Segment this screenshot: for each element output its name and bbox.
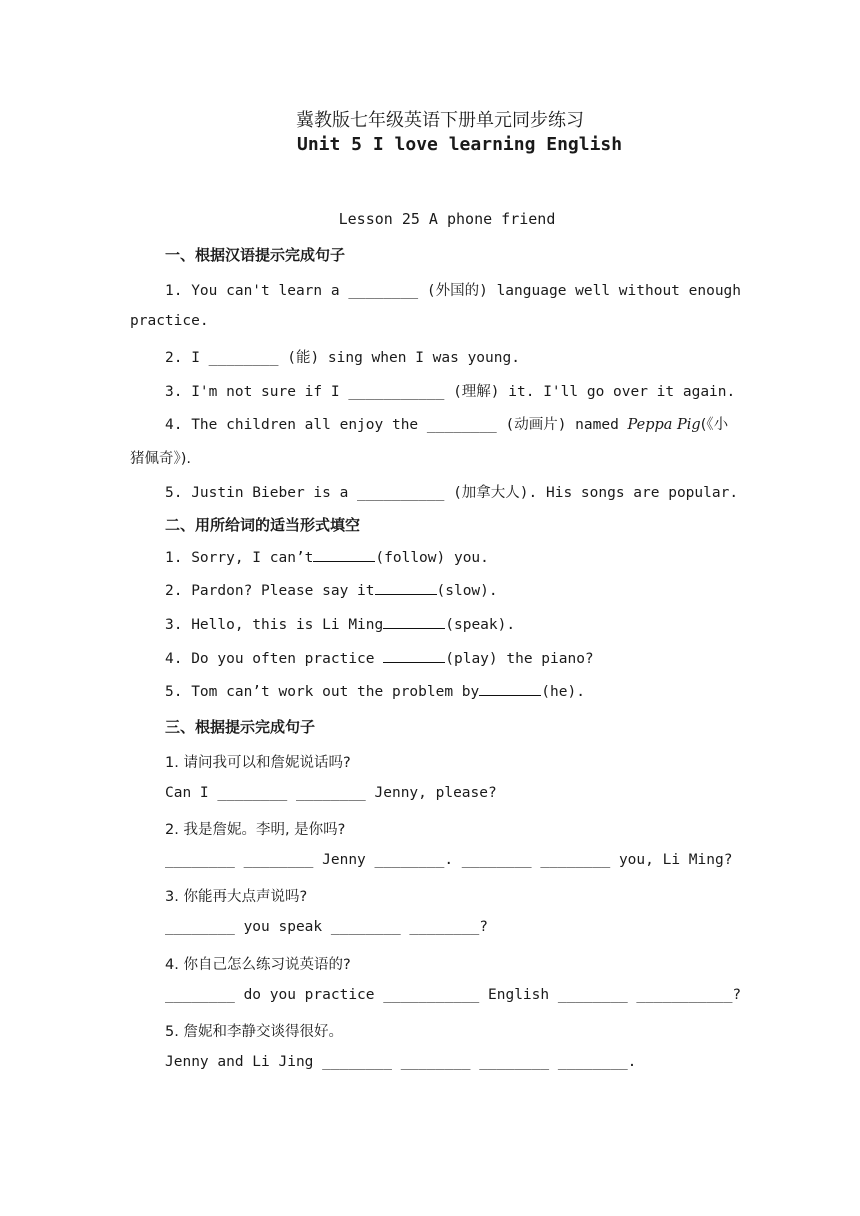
- section-3-heading: 三、根据提示完成句子: [165, 718, 316, 736]
- s1-question-1-line-2: practice.: [130, 313, 209, 329]
- s2-q4-post: (play) the piano?: [445, 651, 594, 667]
- s2-q5-pre: 5. Tom can’t work out the problem by: [165, 684, 480, 700]
- s2-q1-pre: 1. Sorry, I can’t: [165, 550, 314, 566]
- s3-question-2-english: ________ ________ Jenny ________. ________ ________ you, Li Ming?: [165, 852, 733, 868]
- s2-question-4: [165, 650, 594, 667]
- s1-question-1-line-1: 1. You can't learn a ________ (外国的) language well without enough: [165, 283, 742, 299]
- section-1-heading: 一、根据汉语提示完成句子: [165, 246, 346, 264]
- s3-question-1-english: Can I ________ ________ Jenny, please?: [165, 785, 497, 801]
- s1-question-3: 3. I'm not sure if I ___________ (理解) it. I'll go over it again.: [165, 384, 736, 400]
- answer-blank[interactable]: [479, 683, 541, 696]
- s2-question-1: [165, 549, 489, 566]
- lesson-title: Lesson 25 A phone friend: [338, 210, 556, 228]
- s1-q4-italic: Peppa Pig: [627, 417, 701, 433]
- s2-q1-post: (follow) you.: [375, 550, 489, 566]
- document-title: 冀教版七年级英语下册单元同步练习: [296, 110, 584, 131]
- s2-q5-post: (he).: [541, 684, 585, 700]
- answer-blank[interactable]: [383, 650, 445, 663]
- s3-question-3-english: ________ you speak ________ ________?: [165, 919, 489, 935]
- answer-blank[interactable]: [383, 616, 445, 629]
- section-2-heading: 二、用所给词的适当形式填空: [165, 516, 361, 534]
- s2-q4-pre: 4. Do you often practice: [165, 651, 384, 667]
- answer-blank[interactable]: [375, 582, 437, 595]
- s3-question-4-chinese: 4. 你自己怎么练习说英语的?: [165, 957, 351, 973]
- s3-question-5-english: Jenny and Li Jing ________ ________ ________ ________.: [165, 1054, 637, 1070]
- unit-subtitle: Unit 5 I love learning English: [297, 134, 623, 155]
- answer-blank[interactable]: [313, 549, 375, 562]
- s2-question-3: [165, 616, 515, 633]
- s2-q2-pre: 2. Pardon? Please say it: [165, 583, 375, 599]
- s3-question-1-chinese: 1. 请问我可以和詹妮说话吗?: [165, 755, 351, 771]
- s1-q4-post: (《小: [700, 417, 729, 433]
- s3-question-3-chinese: 3. 你能再大点声说吗?: [165, 889, 308, 905]
- s3-question-5-chinese: 5. 詹妮和李静交谈得很好。: [165, 1024, 343, 1040]
- s3-question-4-english: ________ do you practice ___________ English ________ ___________?: [165, 987, 742, 1003]
- s2-q2-post: (slow).: [436, 583, 498, 599]
- s1-question-4-line-1: [165, 413, 728, 434]
- s1-question-4-line-2: 猪佩奇》).: [130, 451, 192, 467]
- s1-question-2: 2. I ________ (能) sing when I was young.: [165, 350, 520, 366]
- s1-q4-pre: 4. The children all enjoy the ________ (动画片) named: [165, 417, 628, 433]
- s1-question-5: 5. Justin Bieber is a __________ (加拿大人). His songs are popular.: [165, 485, 739, 501]
- s3-question-2-chinese: 2. 我是詹妮。李明, 是你吗?: [165, 822, 346, 838]
- s2-question-2: [165, 582, 498, 599]
- s2-q3-pre: 3. Hello, this is Li Ming: [165, 617, 384, 633]
- s2-q3-post: (speak).: [445, 617, 516, 633]
- s2-question-5: [165, 683, 585, 700]
